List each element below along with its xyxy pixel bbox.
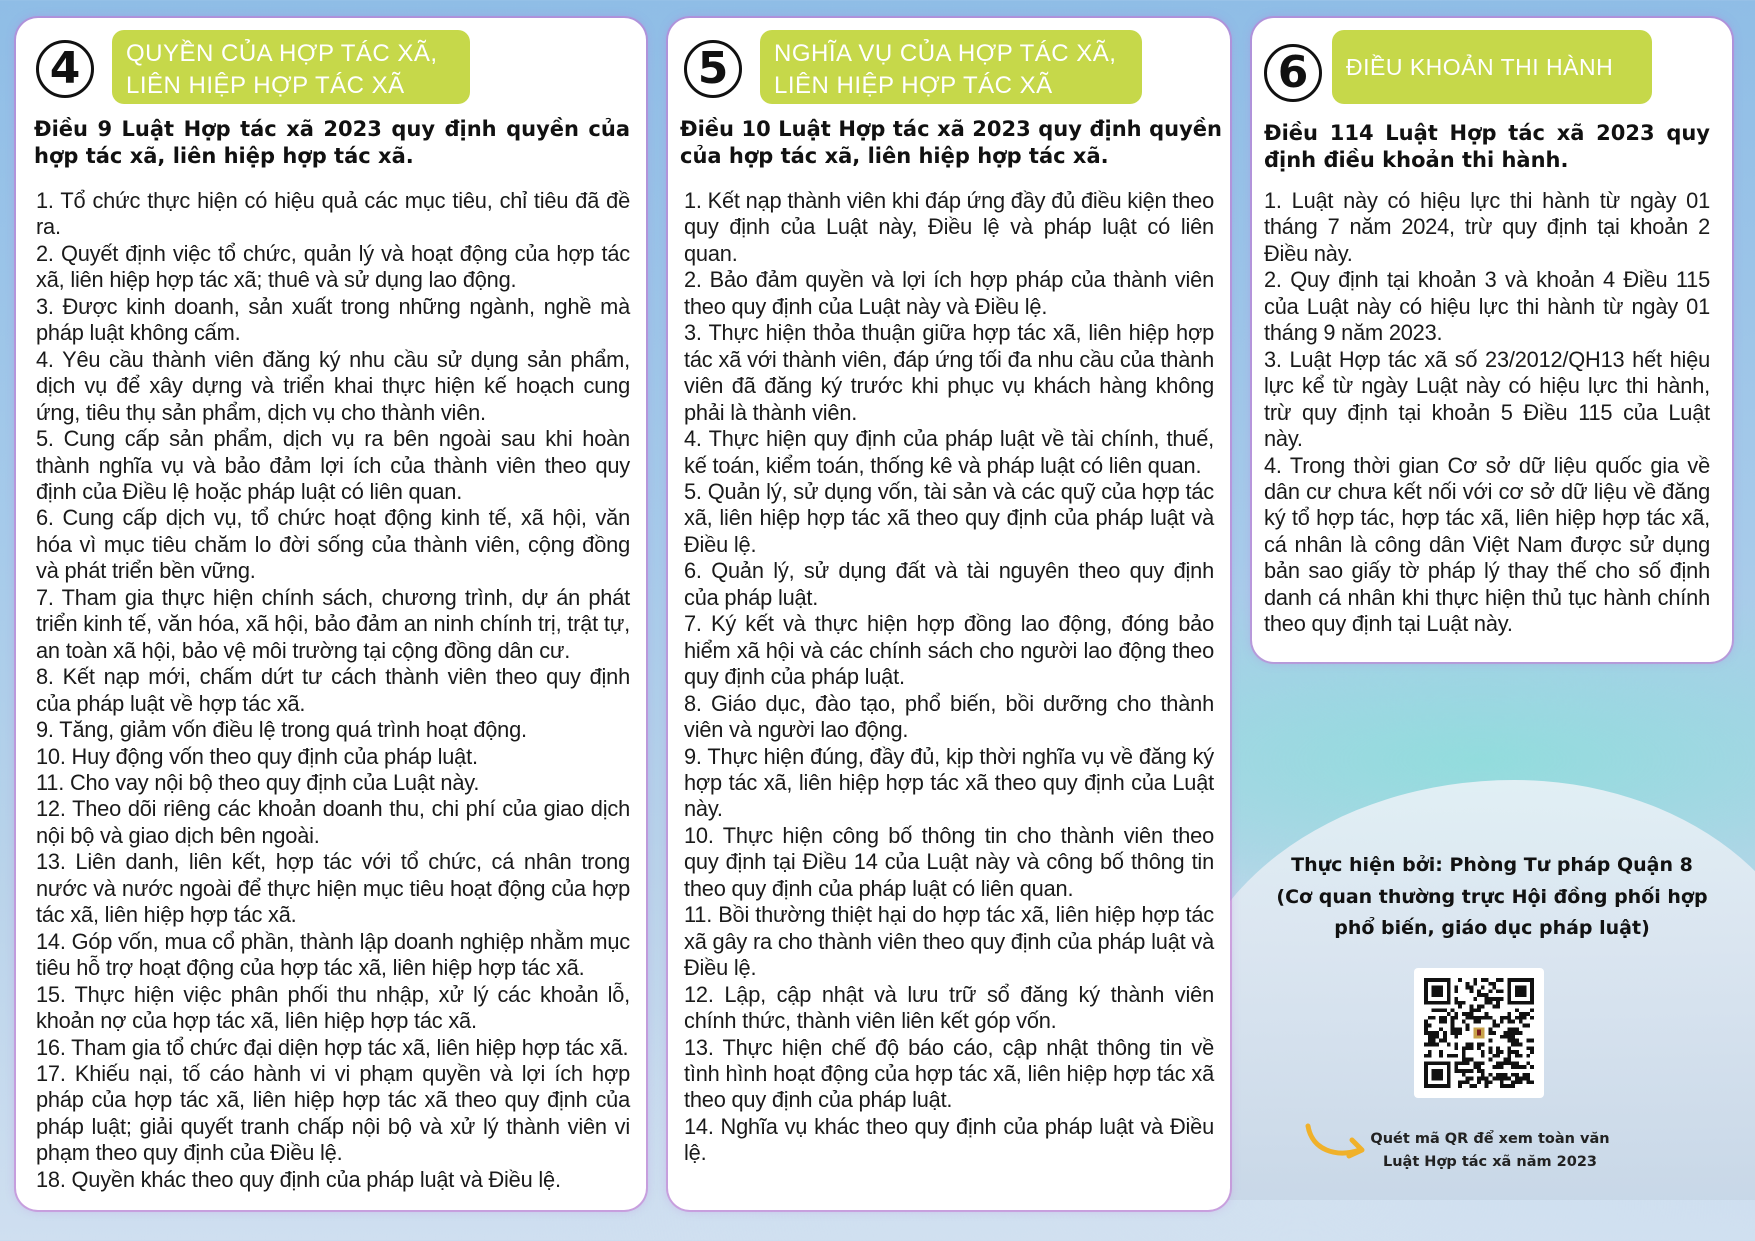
section-title-badge: ĐIỀU KHOẢN THI HÀNH xyxy=(1332,30,1652,104)
list-item: 1. Kết nạp thành viên khi đáp ứng đầy đủ điều kiện theo quy định của Luật này, Điều lệ và pháp luật có liên quan. xyxy=(684,188,1214,266)
list-item: 1. Luật này có hiệu lực thi hành từ ngày 01 tháng 7 năm 2024, trừ quy định tại khoản 2 Điều này. xyxy=(1264,188,1710,266)
list-item: 6. Cung cấp dịch vụ, tổ chức hoạt động kinh tế, xã hội, văn hóa vì mục tiêu chăm lo đời sống của thành viên, cộng đồng và phát triển bền vững. xyxy=(36,505,630,584)
list-item: 15. Thực hiện việc phân phối thu nhập, xử lý các khoản lỗ, khoản nợ của hợp tác xã, liên hiệp hợp tác xã. xyxy=(36,981,630,1034)
section-number-6: 6 xyxy=(1264,44,1322,102)
list-item: 11. Cho vay nội bộ theo quy định của Luật này. xyxy=(36,769,480,795)
list-item: 18. Quyền khác theo quy định của pháp luật và Điều lệ. xyxy=(36,1166,561,1192)
list-item: 2. Quyết định việc tổ chức, quản lý và hoạt động của hợp tác xã, liên hiệp hợp tác xã; thuê và sử dụng lao động. xyxy=(36,240,630,293)
section-heading: Điều 114 Luật Hợp tác xã 2023 quy định điều khoản thi hành. xyxy=(1264,121,1710,172)
rights-list xyxy=(36,188,630,1193)
list-item: 14. Góp vốn, mua cổ phần, thành lập doanh nghiệp nhằm mục tiêu hỗ trợ hoạt động của hợp tác xã, liên hiệp hợp tác xã. xyxy=(36,928,630,981)
list-item: 5. Quản lý, sử dụng vốn, tài sản và các quỹ của hợp tác xã, liên hiệp hợp tác xã theo quy định của pháp luật và Điều lệ. xyxy=(684,478,1214,557)
list-item: 4. Trong thời gian Cơ sở dữ liệu quốc gia về dân cư chưa kết nối với cơ sở dữ liệu về đăng ký tổ hợp tác, hợp tác xã, liên hiệp hợp tác xã, cá nhân là công dân Việt Nam được sử dụng bản sao giấy tờ pháp lý thay thế cho số định danh cá nhân khi thực hiện thủ tục hành chính theo quy định tại Luật này. xyxy=(1264,452,1710,637)
section-title-line2: LIÊN HIỆP HỢP TÁC XÃ xyxy=(774,72,1053,99)
qr-caption-line1: Quét mã QR để xem toàn văn xyxy=(1370,1131,1610,1147)
list-item: 12. Lập, cập nhật và lưu trữ sổ đăng ký thành viên chính thức, thành viên liên kết góp vốn. xyxy=(684,981,1214,1034)
section-title-line1: QUYỀN CỦA HỢP TÁC XÃ, xyxy=(126,40,438,67)
section-heading: Điều 10 Luật Hợp tác xã 2023 quy định quyền của hợp tác xã, liên hiệp hợp tác xã. xyxy=(680,117,1222,168)
list-item: 5. Cung cấp sản phẩm, dịch vụ ra bên ngoài sau khi hoàn thành nghĩa vụ và bảo đảm lợi ích của thành viên theo quy định của Điều lệ hoặc pháp luật có liên quan. xyxy=(36,426,630,504)
list-item: 3. Luật Hợp tác xã số 23/2012/QH13 hết hiệu lực kể từ ngày Luật này có hiệu lực thi hành, trừ quy định tại khoản 5 Điều 115 của Luật này. xyxy=(1264,346,1710,452)
list-item: 4. Yêu cầu thành viên đăng ký nhu cầu sử dụng sản phẩm, dịch vụ để xây dựng và triển khai thực hiện kế hoạch cung ứng, tiêu thụ sản phẩm, dịch vụ cho thành viên. xyxy=(36,346,630,425)
panel-rights xyxy=(16,18,646,1210)
qr-caption xyxy=(1360,1128,1620,1174)
list-item: 7. Tham gia thực hiện chính sách, chương trình, dự án phát triển kinh tế, văn hóa, xã hội, bảo đảm an ninh chính trị, trật tự, an toàn xã hội, bảo vệ môi trường tại cộng đồng dân cư. xyxy=(36,584,630,663)
list-item: 3. Được kinh doanh, sản xuất trong những ngành, nghề mà pháp luật không cấm. xyxy=(36,293,630,346)
list-item: 11. Bồi thường thiệt hại do hợp tác xã, liên hiệp hợp tác xã gây ra cho thành viên theo quy định của pháp luật và Điều lệ. xyxy=(684,902,1214,981)
credit-line1: Thực hiện bởi: Phòng Tư pháp Quận 8 xyxy=(1291,854,1693,876)
section-number-4: 4 xyxy=(36,40,94,98)
qr-code[interactable] xyxy=(1414,968,1544,1098)
list-item: 2. Quy định tại khoản 3 và khoản 4 Điều 115 của Luật này có hiệu lực thi hành từ ngày 01 tháng 9 năm 2023. xyxy=(1264,267,1710,346)
list-item: 9. Thực hiện đúng, đầy đủ, kịp thời nghĩa vụ về đăng ký hợp tác xã, liên hiệp hợp tác xã theo quy định của Luật này. xyxy=(684,743,1214,822)
section-title-line2: LIÊN HIỆP HỢP TÁC XÃ xyxy=(126,72,405,99)
credit-line3: phổ biến, giáo dục pháp luật) xyxy=(1334,917,1650,939)
panel-implementation xyxy=(1252,18,1732,662)
qr-caption-line2: Luật Hợp tác xã năm 2023 xyxy=(1382,1154,1598,1170)
implementation-list xyxy=(1264,188,1710,638)
credit-line2: (Cơ quan thường trực Hội đồng phối hợp xyxy=(1276,886,1708,908)
section-title-badge xyxy=(112,30,470,104)
section-number-5: 5 xyxy=(684,40,742,98)
obligations-list xyxy=(684,188,1214,1167)
list-item: 16. Tham gia tổ chức đại diện hợp tác xã, liên hiệp hợp tác xã. xyxy=(36,1034,629,1060)
list-item: 1. Tổ chức thực hiện có hiệu quả các mục tiêu, chỉ tiêu đã đề ra. xyxy=(36,188,630,240)
list-item: 17. Khiếu nại, tố cáo hành vi vi phạm quyền và lợi ích hợp pháp của hợp tác xã, liên hiệp hợp tác xã theo quy định của pháp luật; giải quyết tranh chấp nội bộ và xử lý thành viên vi phạm theo quy định của Điều lệ. xyxy=(36,1060,630,1166)
section-heading: Điều 9 Luật Hợp tác xã 2023 quy định quyền của hợp tác xã, liên hiệp hợp tác xã. xyxy=(34,117,630,168)
list-item: 14. Nghĩa vụ khác theo quy định của pháp luật và Điều lệ. xyxy=(684,1113,1214,1166)
list-item: 13. Thực hiện chế độ báo cáo, cập nhật thông tin về tình hình hoạt động của hợp tác xã, liên hiệp hợp tác xã theo quy định của pháp luật. xyxy=(684,1034,1214,1113)
section-title-badge xyxy=(760,30,1142,104)
list-item: 10. Thực hiện công bố thông tin cho thành viên theo quy định tại Điều 14 của Luật này và công bố thông tin theo quy định của pháp luật có liên quan. xyxy=(684,822,1214,901)
list-item: 8. Giáo dục, đào tạo, phổ biến, bồi dưỡng cho thành viên và người lao động. xyxy=(684,690,1214,743)
list-item: 6. Quản lý, sử dụng đất và tài nguyên theo quy định của pháp luật. xyxy=(684,558,1214,610)
list-item: 8. Kết nạp mới, chấm dứt tư cách thành viên theo quy định của pháp luật về hợp tác xã. xyxy=(36,664,630,716)
list-item: 13. Liên danh, liên kết, hợp tác với tổ chức, cá nhân trong nước và nước ngoài để thực hiện mục tiêu hoạt động của hợp tác xã, liên hiệp hợp tác xã. xyxy=(36,849,630,928)
list-item: 4. Thực hiện quy định của pháp luật về tài chính, thuế, kế toán, kiểm toán, thống kê và pháp luật có liên quan. xyxy=(684,426,1214,478)
qr-code-icon xyxy=(1424,978,1534,1088)
list-item: 12. Theo dõi riêng các khoản doanh thu, chi phí của giao dịch nội bộ và giao dịch bên ngoài. xyxy=(36,796,630,848)
list-item: 10. Huy động vốn theo quy định của pháp luật. xyxy=(36,743,478,769)
credit-block xyxy=(1252,848,1732,944)
list-item: 2. Bảo đảm quyền và lợi ích hợp pháp của thành viên theo quy định của Luật này và Điều lệ. xyxy=(684,267,1214,319)
section-title-line1: NGHĨA VỤ CỦA HỢP TÁC XÃ, xyxy=(774,40,1117,67)
list-item: 7. Ký kết và thực hiện hợp đồng lao động, đóng bảo hiểm xã hội và các chính sách cho người lao động theo quy định của pháp luật. xyxy=(684,611,1214,690)
list-item: 3. Thực hiện thỏa thuận giữa hợp tác xã, liên hiệp hợp tác xã với thành viên, đáp ứng tối đa nhu cầu của thành viên đã đăng ký trước khi phục vụ khách hàng không phải là thành viên. xyxy=(684,320,1214,425)
list-item: 9. Tăng, giảm vốn điều lệ trong quá trình hoạt động. xyxy=(36,717,527,743)
panel-obligations xyxy=(668,18,1230,1210)
